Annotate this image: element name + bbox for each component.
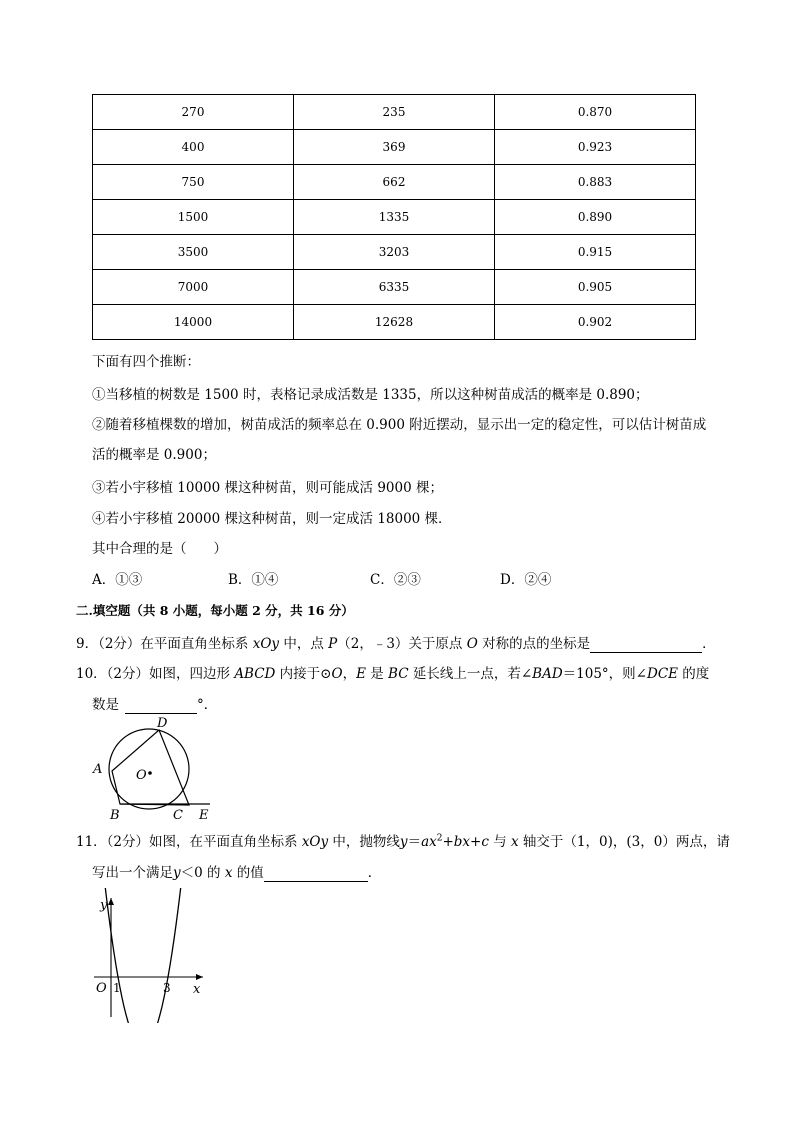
circle-o	[109, 729, 189, 809]
q8-statement-4: ④若小宇移植 20000 棵这种树苗，则一定成活 18000 棵．	[92, 511, 452, 527]
table-cell: 0.923	[495, 130, 696, 165]
table-row	[93, 165, 696, 200]
label-e: E	[199, 808, 209, 823]
table-cell: 662	[294, 165, 495, 200]
parabola-curve	[100, 888, 186, 1023]
table-cell: 0.915	[495, 235, 696, 270]
table-cell: 3500	[93, 235, 294, 270]
table-cell: 0.902	[495, 305, 696, 340]
table-row	[93, 235, 696, 270]
table-cell: 7000	[93, 270, 294, 305]
table-row	[93, 95, 696, 130]
table-cell: 0.883	[495, 165, 696, 200]
table-cell: 1500	[93, 200, 294, 235]
q8-statement-2b: 活的概率是 0.900；	[92, 447, 216, 463]
table-cell: 750	[93, 165, 294, 200]
table-row	[93, 130, 696, 165]
table-cell: 400	[93, 130, 294, 165]
table-cell: 0.905	[495, 270, 696, 305]
label-origin: O	[96, 981, 107, 996]
q10-text: 10．（2分）如图，四边形 ABCD 内接于⊙O，E 是 BC 延长线上一点，若∠BAD＝105°，则∠DCE 的度	[76, 666, 710, 682]
label-y: y	[100, 898, 108, 913]
q9-answer-blank[interactable]	[590, 636, 702, 653]
table-cell: 12628	[294, 305, 495, 340]
label-three: 3	[163, 981, 171, 995]
label-one: 1	[113, 981, 121, 995]
q8-question: 其中合理的是（ ）	[92, 541, 227, 557]
option-c: C．②③	[370, 572, 421, 588]
q10-circle-figure	[88, 712, 218, 824]
label-d: D	[157, 716, 168, 731]
q10-text-line2: 数是 °．	[92, 697, 218, 713]
q9-text: 9．（2分）在平面直角坐标系 xOy 中，点 P（2，﹣3）关于原点 O 对称的点的坐标是 ．	[76, 636, 716, 652]
table-cell: 0.890	[495, 200, 696, 235]
table-cell: 3203	[294, 235, 495, 270]
table-cell: 270	[93, 95, 294, 130]
table-row	[93, 200, 696, 235]
x-axis-arrow	[196, 974, 203, 980]
label-c: C	[173, 808, 183, 823]
label-b: B	[110, 808, 120, 823]
table-cell: 235	[294, 95, 495, 130]
table-cell: 369	[294, 130, 495, 165]
label-o: O	[136, 768, 147, 783]
option-b: B．①④	[228, 572, 279, 588]
label-x: x	[193, 982, 201, 997]
option-d: D．②④	[500, 572, 552, 588]
option-a: A．①③	[92, 572, 143, 588]
table-cell: 0.870	[495, 95, 696, 130]
y-axis-arrow	[108, 898, 114, 905]
q11-parabola-figure	[88, 888, 213, 1023]
q8-statement-2a: ②随着移植棵数的增加，树苗成活的频率总在 0.900 附近摆动，显示出一定的稳定性，可以估计树苗成	[92, 417, 707, 433]
q8-intro: 下面有四个推断：	[92, 354, 200, 370]
table-cell: 1335	[294, 200, 495, 235]
center-dot	[148, 771, 152, 775]
q11-text-line2: 写出一个满足y＜0 的 x 的值 ．	[92, 865, 382, 881]
table-row	[93, 270, 696, 305]
q11-answer-blank[interactable]	[264, 865, 368, 882]
table-row	[93, 305, 696, 340]
table-cell: 6335	[294, 270, 495, 305]
q11-text: 11．（2分）如图，在平面直角坐标系 xOy 中，抛物线$y=ax^2+bx+c$ 与 x 轴交于（1，0)，(3，0）两点，请	[76, 833, 730, 850]
q8-statement-1: ①当移植的树数是 1500 时，表格记录成活数是 1335，所以这种树苗成活的概率是 0.890；	[92, 387, 649, 403]
q8-statement-3: ③若小宇移植 10000 棵这种树苗，则可能成活 9000 棵；	[92, 480, 443, 496]
section-heading: 二.填空题（共 8 小题，每小题 2 分，共 16 分）	[76, 603, 354, 618]
label-a: A	[93, 762, 103, 777]
table-cell: 14000	[93, 305, 294, 340]
data-table	[92, 94, 696, 340]
